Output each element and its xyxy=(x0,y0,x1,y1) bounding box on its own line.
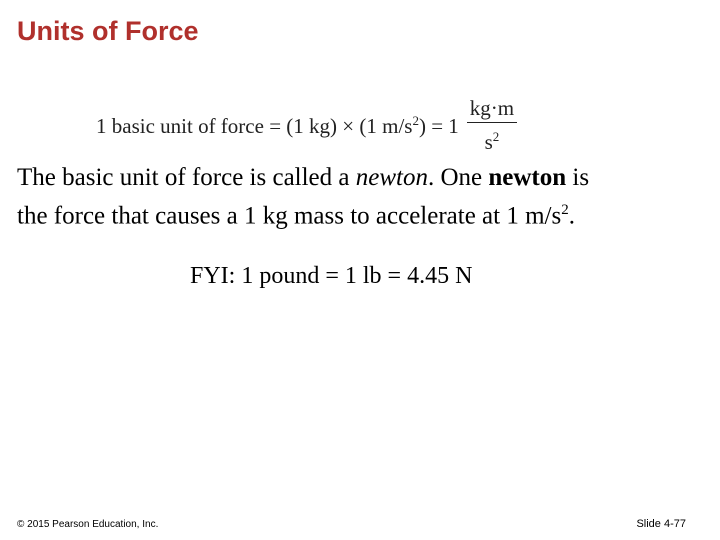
para-exponent: 2 xyxy=(561,202,569,218)
formula-lhs-exponent: 2 xyxy=(412,113,419,128)
para-text-1: The basic unit of force is called a xyxy=(17,164,356,191)
formula-fraction xyxy=(467,96,517,156)
fraction-denominator xyxy=(485,123,500,156)
slide-number: Slide 4-77 xyxy=(636,518,686,530)
para-line-2: the force that causes a 1 kg mass to accelerate at 1 m/s xyxy=(17,202,562,230)
fraction-numerator: kg·m xyxy=(467,96,517,123)
formula-mid: ) = 1 xyxy=(418,114,459,138)
denominator-base: s xyxy=(484,130,493,154)
para-text-2: . One xyxy=(427,164,489,191)
para-italic-newton: newton xyxy=(355,164,428,191)
formula-lhs-text: 1 basic unit of force = (1 kg) × (1 m/s xyxy=(96,114,413,138)
fyi-note: FYI: 1 pound = 1 lb = 4.45 N xyxy=(190,263,473,289)
slide-title: Units of Force xyxy=(17,16,199,46)
para-line-2-end: . xyxy=(568,202,575,230)
formula-lhs xyxy=(96,113,459,139)
para-text-3: is xyxy=(566,164,590,191)
denominator-exponent: 2 xyxy=(492,129,500,144)
newton-definition xyxy=(17,162,707,232)
para-bold-newton: newton xyxy=(488,164,567,191)
force-unit-formula xyxy=(96,94,517,158)
copyright-notice: © 2015 Pearson Education, Inc. xyxy=(17,519,159,530)
